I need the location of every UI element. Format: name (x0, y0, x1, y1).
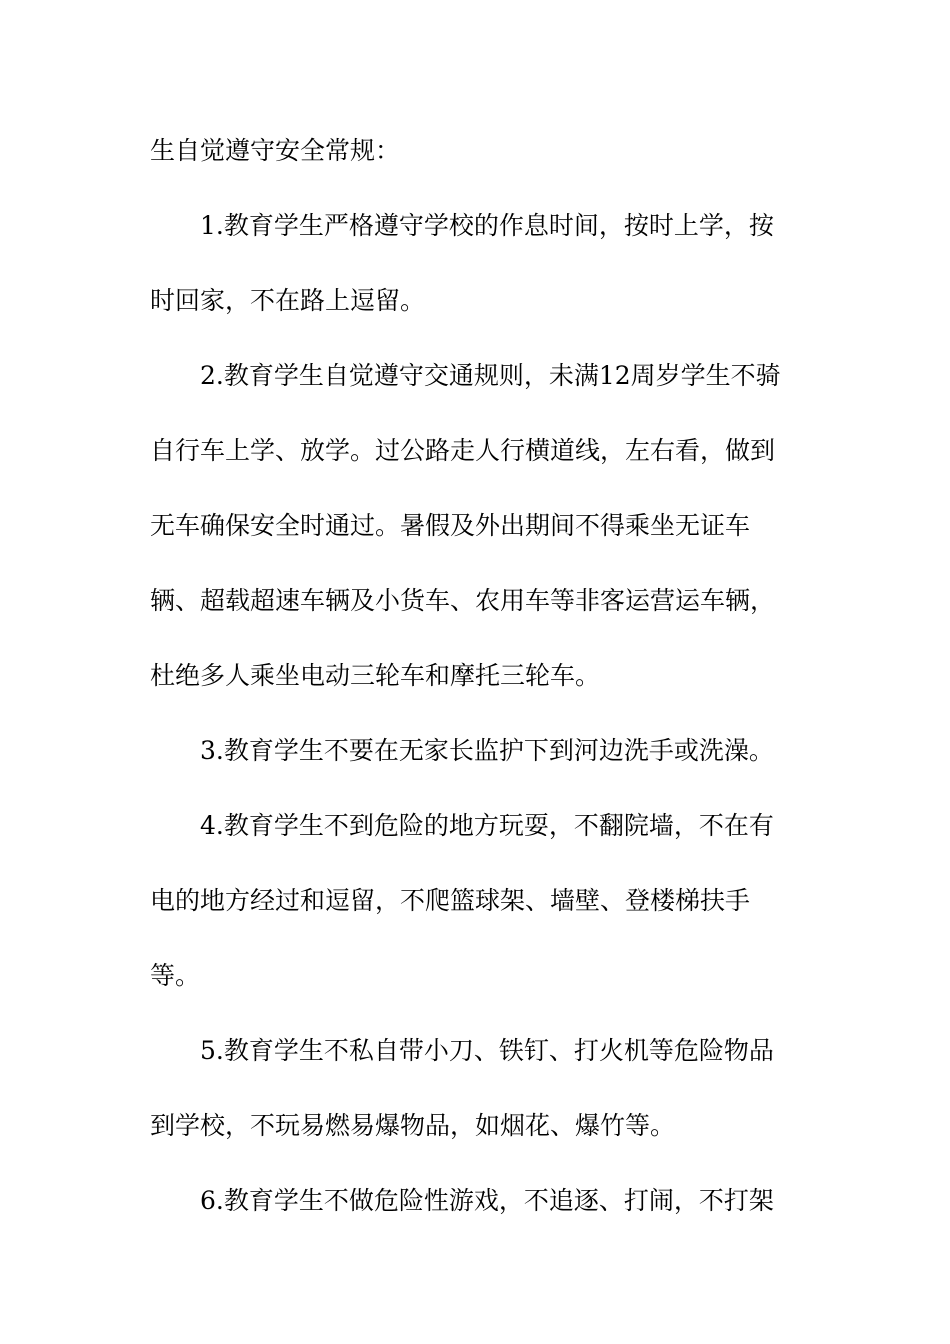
text-line-3: 时回家，不在路上逗留。 (150, 286, 426, 315)
text-line-14: 到学校，不玩易燃易爆物品，如烟花、爆竹等。 (150, 1111, 676, 1140)
text-line-9: 3.教育学生不要在无家长监护下到河边洗手或洗澡。 (200, 736, 774, 765)
text-line-8: 杜绝多人乘坐电动三轮车和摩托三轮车。 (150, 661, 601, 690)
text-line-12: 等。 (150, 961, 201, 990)
text-line-7: 辆、超载超速车辆及小货车、农用车等非客运营运车辆， (150, 586, 776, 615)
text-line-15: 6.教育学生不做危险性游戏，不追逐、打闹，不打架 (200, 1186, 774, 1215)
text-line-5: 自行车上学、放学。过公路走人行横道线，左右看，做到 (150, 436, 776, 465)
text-line-2: 1.教育学生严格遵守学校的作息时间，按时上学，按 (200, 211, 774, 240)
text-line-11: 电的地方经过和逗留，不爬篮球架、墙壁、登楼梯扶手 (150, 886, 751, 915)
text-line-10: 4.教育学生不到危险的地方玩耍，不翻院墙，不在有 (200, 811, 774, 840)
text-line-4: 2.教育学生自觉遵守交通规则，未满12周岁学生不骑 (200, 361, 781, 390)
text-line-1: 生自觉遵守安全常规： (150, 136, 401, 165)
text-line-13: 5.教育学生不私自带小刀、铁钉、打火机等危险物品 (200, 1036, 774, 1065)
text-line-6: 无车确保安全时通过。暑假及外出期间不得乘坐无证车 (150, 511, 751, 540)
